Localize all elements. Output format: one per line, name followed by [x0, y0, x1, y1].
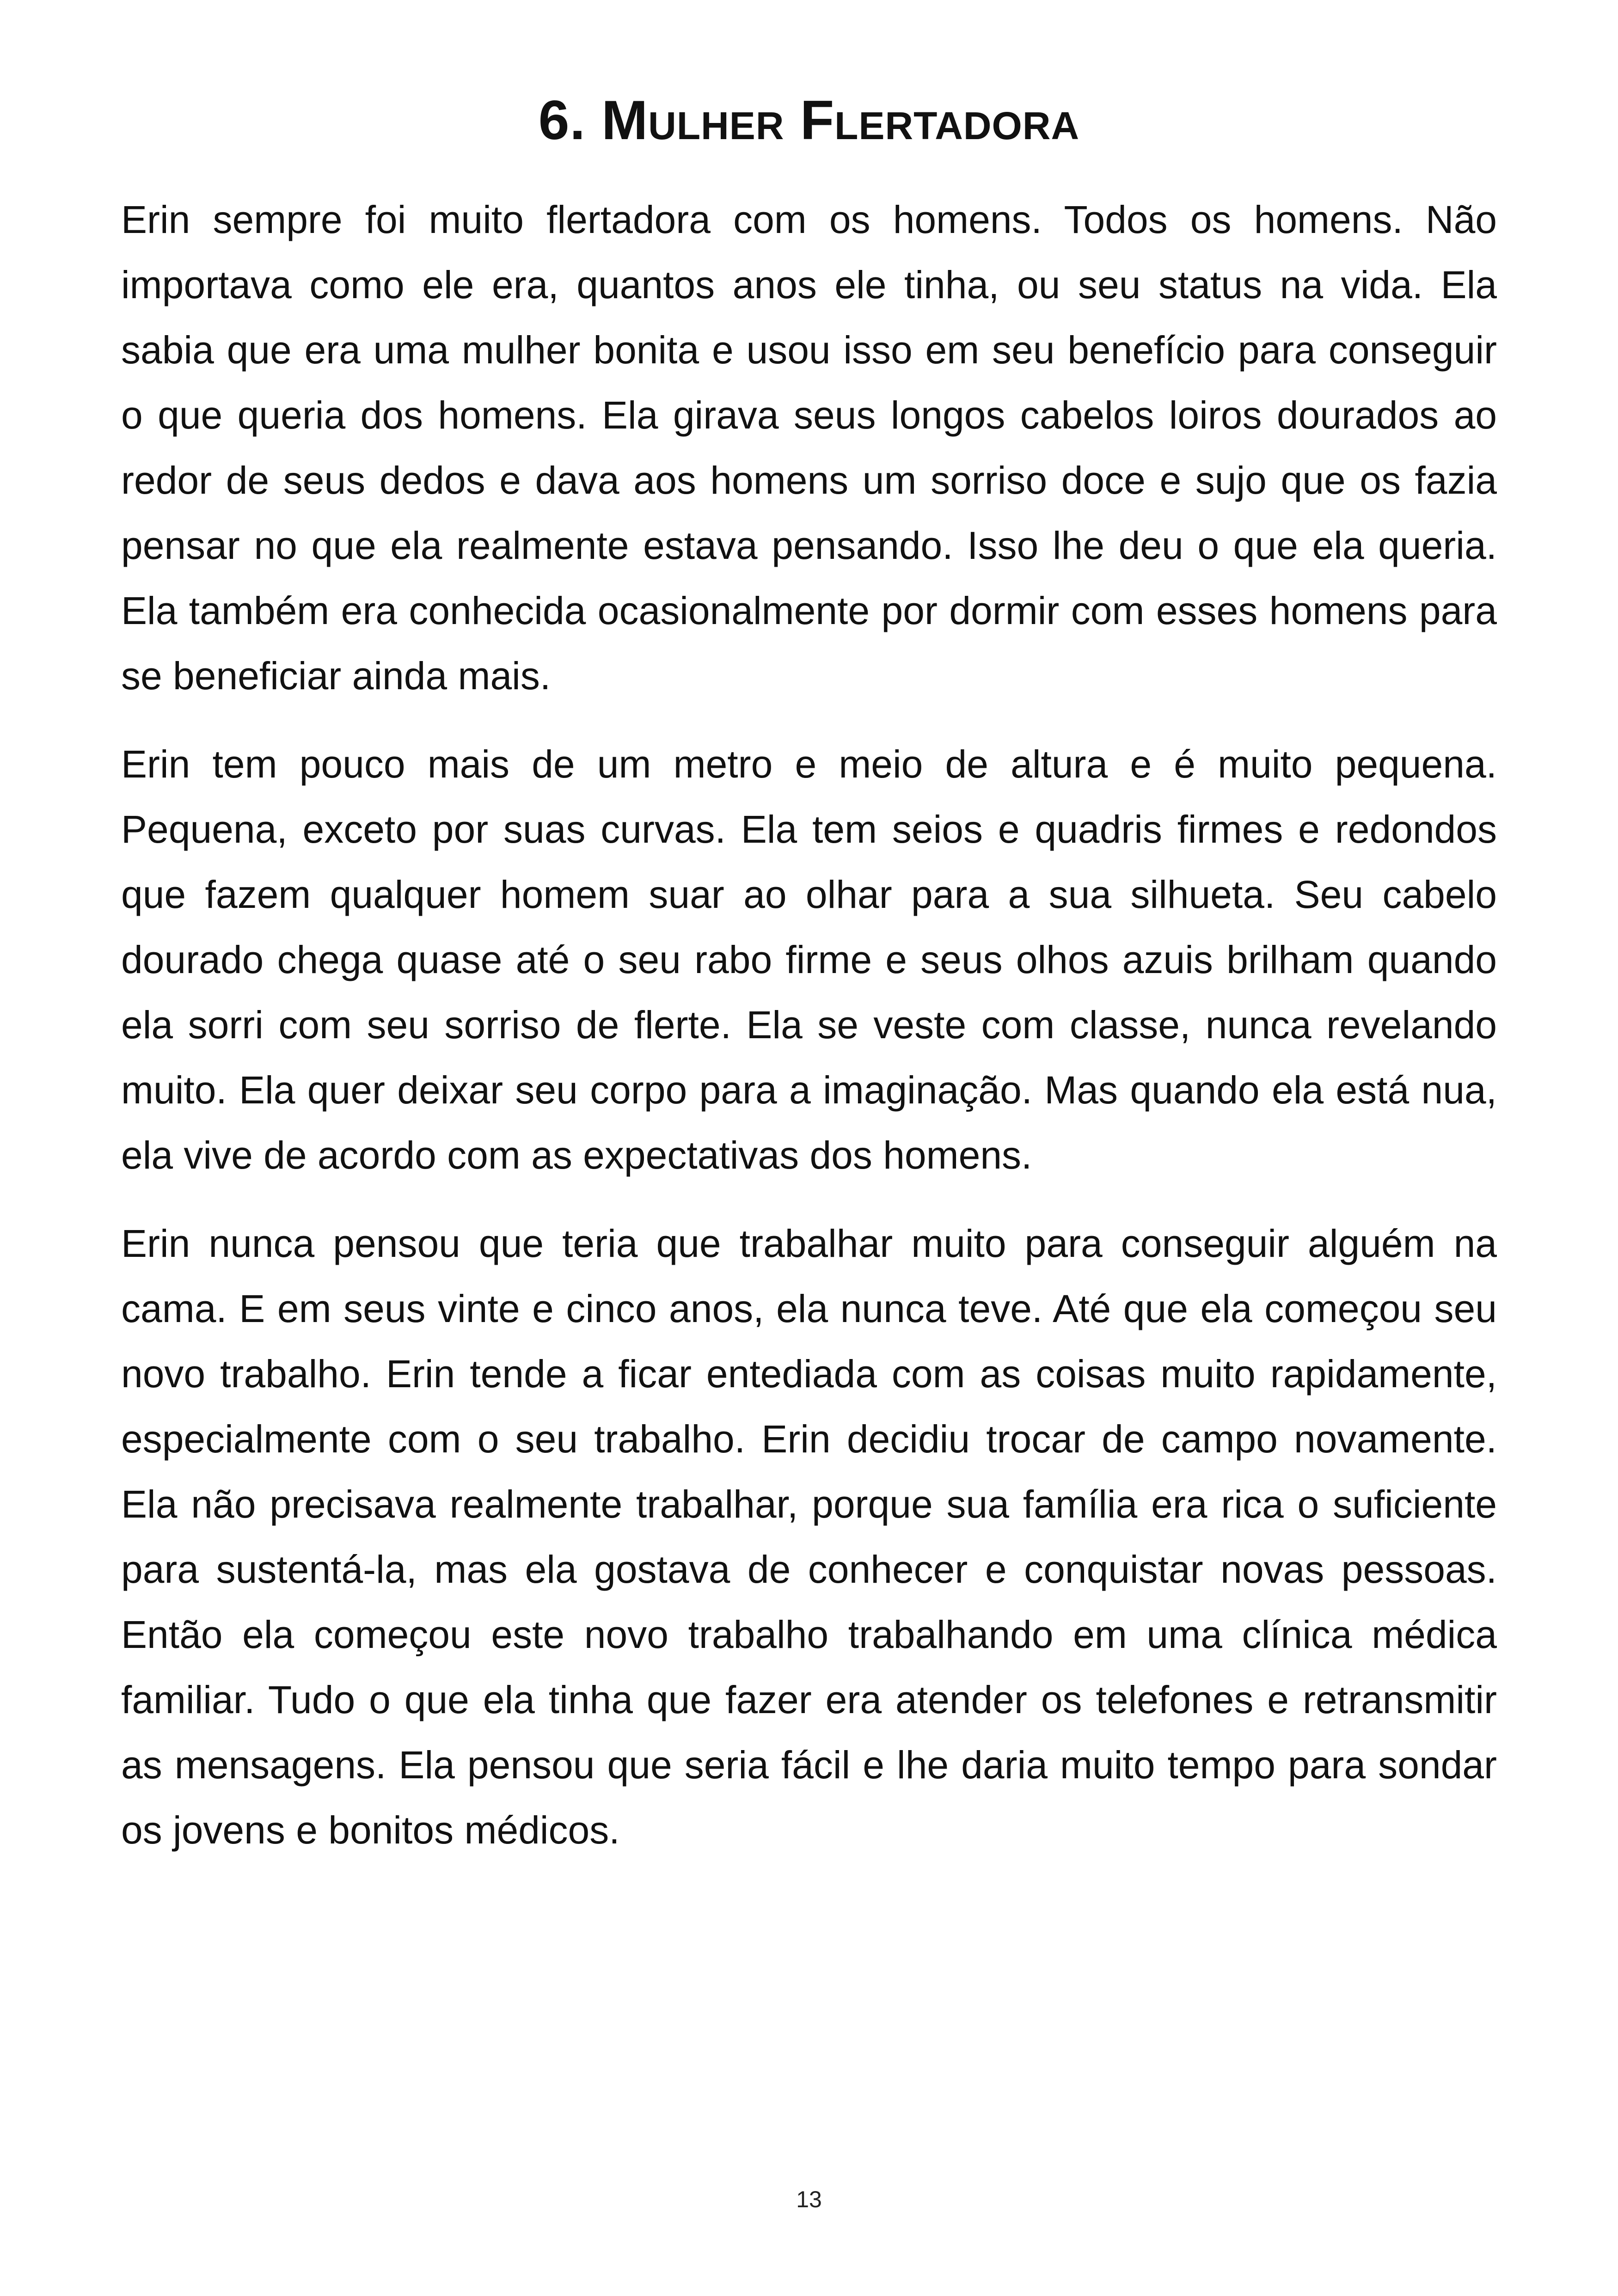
paragraph-1: Erin sempre foi muito flertadora com os homens. Todos os homens. Não importava como ele era, quantos anos ele tinha, ou seu status na vida. Ela sabia que era uma mulher bonita e usou isso em seu benefício para conseguir o que queria dos homens. Ela girava seus longos cabelos loiros dourados ao redor de seus dedos e dava aos homens um sorriso doce e sujo que os fazia pensar no que ela realmente estava pensando. Isso lhe deu o que ela queria. Ela também era conhecida ocasionalmente por dormir com esses homens para se beneficiar ainda mais.: [121, 198, 1497, 698]
paragraph-3: Erin nunca pensou que teria que trabalhar muito para conseguir alguém na cama. E em seus vinte e cinco anos, ela nunca teve. Até que ela começou seu novo trabalho. Erin tende a ficar entediada com as coisas muito rapidamente, especialmente com o seu trabalho. Erin decidiu trocar de campo novamente. Ela não precisava realmente trabalhar, porque sua família era rica o suficiente para sustentá-la, mas ela gostava de conhecer e conquistar novas pessoas. Então ela começou este novo trabalho trabalhando em uma clínica médica familiar. Tudo o que ela tinha que fazer era atender os telefones e retransmitir as mensagens. Ela pensou que seria fácil e lhe daria muito tempo para sondar os jovens e bonitos médicos.: [121, 1222, 1497, 1852]
page-number: 13: [796, 2186, 822, 2212]
paragraph-2: Erin tem pouco mais de um metro e meio de altura e é muito pequena. Pequena, exceto por suas curvas. Ela tem seios e quadris firmes e redondos que fazem qualquer homem suar ao olhar para a sua silhueta. Seu cabelo dourado chega quase até o seu rabo firme e seus olhos azuis brilham quando ela sorri com seu sorriso de flerte. Ela se veste com classe, nunca revelando muito. Ela quer deixar seu corpo para a imaginação. Mas quando ela está nua, ela vive de acordo com as expectativas dos homens.: [121, 742, 1497, 1177]
chapter-title: 6. Mulher Flertadora: [538, 89, 1080, 151]
chapter-body: [121, 187, 1497, 1886]
